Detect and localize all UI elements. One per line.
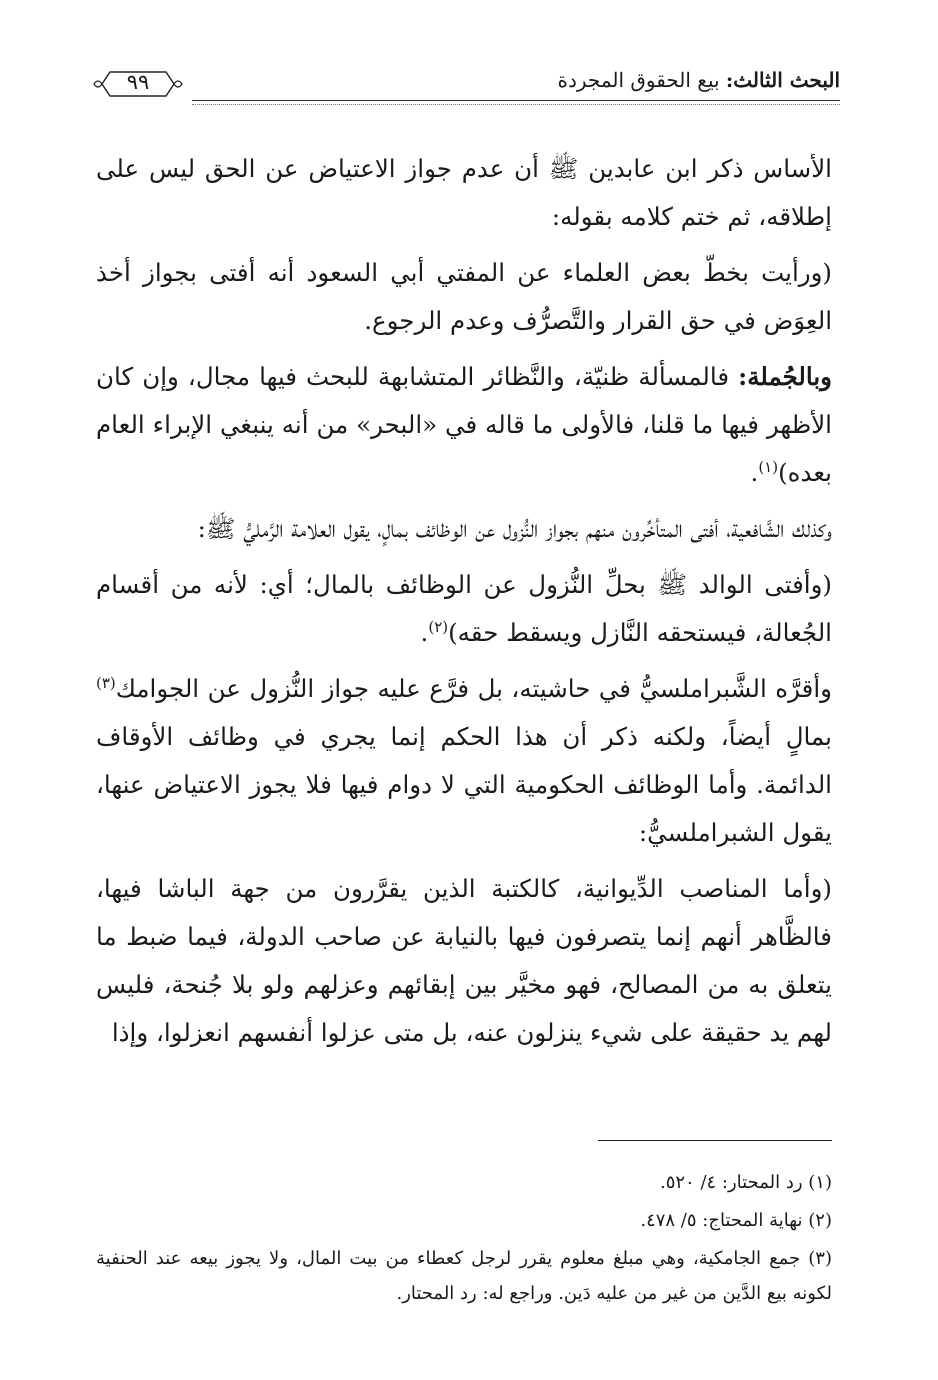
running-head: [558, 68, 840, 92]
footnote-ref-3: (٣): [96, 673, 116, 692]
footnote-separator: [598, 1140, 832, 1141]
paragraph-5-text: (وأفتى الوالد ﷺ بحلِّ النُّزول عن الوظائف بالمال؛ أي: لأنه من أقسام الجُعالة، فيستحقه النَّازل ويسقط حقه): [96, 570, 832, 647]
footnote-1: (١) رد المحتار: ٤/ ٥٢٠.: [659, 1172, 832, 1193]
paragraph-1: الأساس ذكر ابن عابدين ﷺ أن عدم جواز الاعتياض عن الحق ليس على إطلاقه، ثم ختم كلامه بقوله:: [96, 154, 832, 231]
section-label: البحث الثالث:: [725, 68, 840, 92]
page-number-ornament: [92, 68, 184, 98]
page-header: [92, 62, 840, 106]
page-number: ٩٩: [126, 70, 150, 94]
paragraph-3: [96, 353, 832, 497]
footnote-ref-1: (١): [758, 457, 779, 476]
paragraph-4: وكذلك الشَّافعية، أفتى المتأخِّرون منهم بجواز النُّزول عن الوظائف بمالٍ، يقول العلامة الرَّمليُّ ﷺ:: [197, 514, 832, 543]
footnote-ref-2: (٢): [428, 617, 449, 636]
header-rule: [192, 100, 840, 105]
footnote-3: (٣) جمع الجامكية، وهي مبلغ معلوم يقرر لرجل كعطاء من بيت المال، ولا يجوز بيعه عند الحنفية لكونه بيع الدَّين من غير من عليه دَين. وراجع له: رد المحتار.: [96, 1248, 832, 1304]
footnote-2: (٢) نهاية المحتاج: ٥/ ٤٧٨.: [640, 1210, 832, 1231]
paragraph-3-text: فالمسألة ظنيّة، والنَّظائر المتشابهة للبحث فيها مجال، وإن كان الأظهر فيها ما قلنا، فالأولى ما قاله في «البحر» من أنه ينبغي الإبراء العام بعده): [96, 362, 832, 487]
paragraph-3-end: .: [750, 458, 759, 487]
paragraph-6: [96, 665, 832, 857]
section-title: بيع الحقوق المجردة: [557, 68, 720, 92]
paragraph-2-quote: (ورأيت بخطّ بعض العلماء عن المفتي أبي السعود أنه أفتى بجواز أخذ العِوَض في حق القرار والتَّصرُّف وعدم الرجوع.: [96, 258, 832, 335]
paragraph-6-text-a: وأقرَّه الشَّبراملسيُّ في حاشيته، بل فرَّع عليه جواز النُّزول عن الجوامك: [115, 674, 832, 703]
paragraph-7-quote: (وأما المناصب الدِّيوانية، كالكتبة الذين يقرَّرون من جهة الباشا فيها، فالظَّاهر أنهم إنما يتصرفون فيها بالنيابة عن صاحب الدولة، فيما ضبط ما يتعلق به من المصالح، فهو مخيَّر بين إبقائهم وعزلهم ولو بلا جُنحة، فليس لهم يد حقيقة على شيء ينزلون عنه، بل متى عزلوا أنفسهم انعزلوا، وإذا: [96, 874, 832, 1047]
paragraph-6-text-b: بمالٍ أيضاً، ولكنه ذكر أن هذا الحكم إنما يجري في وظائف الأوقاف الدائمة. وأما الوظائف الحكومية التي لا دوام فيها فلا يجوز الاعتياض عنها، يقول الشبراملسيُّ:: [96, 722, 832, 847]
paragraph-5-end: .: [420, 618, 429, 647]
paragraph-5-quote: [96, 561, 832, 657]
footnotes: [96, 1165, 832, 1314]
main-text: [96, 145, 832, 1065]
paragraph-lead: وبالجُملة:: [738, 362, 833, 391]
